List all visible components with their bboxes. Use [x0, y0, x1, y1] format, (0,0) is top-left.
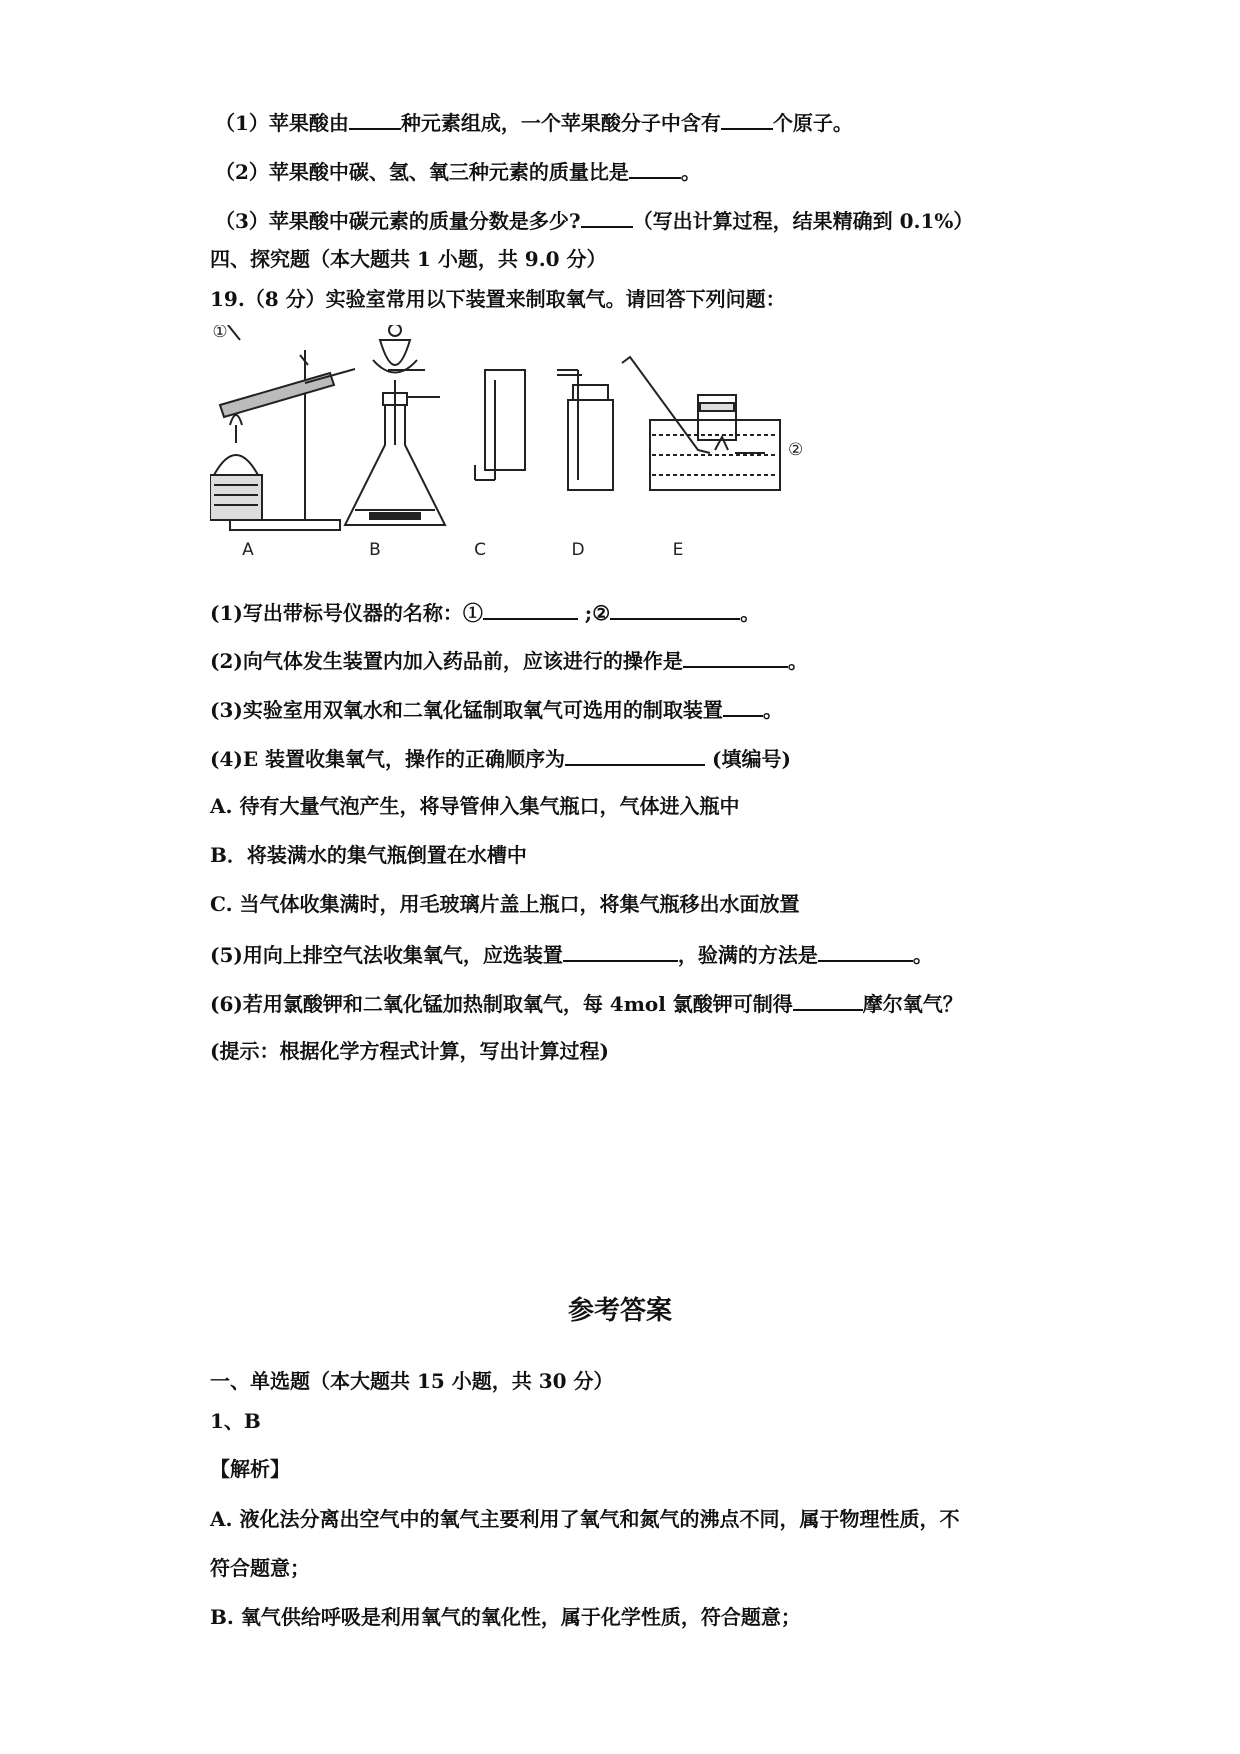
apparatus-d [557, 370, 613, 490]
q18-part3: （3）苹果酸中碳元素的质量分数是多少? （写出计算过程，结果精确到 0.1%） [215, 206, 973, 234]
apparatus-a [210, 350, 355, 530]
option-c: C. 当气体收集满时，用毛玻璃片盖上瓶口，将集气瓶移出水面放置 [210, 892, 800, 916]
q19-sub4: (4)E 装置收集氧气，操作的正确顺序为 (填编号) [210, 744, 791, 772]
answer-blank[interactable] [483, 598, 578, 620]
question-stem: 19.（8 分）实验室常用以下装置来制取氧气。请回答下列问题： [210, 287, 786, 311]
answers-title: 参考答案 [567, 1296, 672, 1326]
label-d: D [571, 540, 585, 560]
analysis-label: 【解析】 [210, 1457, 290, 1481]
q19-sub3: (3)实验室用双氧水和二氧化锰制取氧气可选用的制取装置 。 [210, 695, 783, 723]
label-c: C [474, 540, 486, 560]
marker-1: ① [212, 325, 228, 342]
marker-2: ② [788, 440, 804, 460]
answer-blank[interactable] [721, 108, 773, 130]
apparatus-c [475, 370, 525, 480]
answer-blank[interactable] [610, 598, 740, 620]
answer-blank[interactable] [563, 940, 678, 962]
answer-1: 1、B [210, 1409, 261, 1433]
q19-sub2: (2)向气体发生装置内加入药品前，应该进行的操作是 。 [210, 646, 808, 674]
q19-hint: (提示：根据化学方程式计算，写出计算过程) [210, 1039, 609, 1063]
answer-blank[interactable] [723, 695, 763, 717]
q18-part2: （2）苹果酸中碳、氢、氧三种元素的质量比是 。 [215, 157, 701, 185]
answer-blank[interactable] [565, 744, 705, 766]
q19-sub1: (1)写出带标号仪器的名称：① ;② 。 [210, 598, 760, 626]
label-e: E [672, 540, 684, 560]
section-heading: 四、探究题（本大题共 1 小题，共 9.0 分） [210, 247, 607, 271]
option-a: A. 待有大量气泡产生，将导管伸入集气瓶口，气体进入瓶中 [210, 794, 740, 818]
apparatus-figure [210, 325, 890, 565]
apparatus-e [622, 357, 780, 490]
answers-section: 一、单选题（本大题共 15 小题，共 30 分） [210, 1369, 614, 1393]
answer-blank[interactable] [581, 206, 633, 228]
answer-blank[interactable] [793, 989, 863, 1011]
answer-blank[interactable] [818, 940, 913, 962]
option-b: B．将装满水的集气瓶倒置在水槽中 [210, 843, 527, 867]
analysis-line-a1: A. 液化法分离出空气中的氧气主要利用了氧气和氮气的沸点不同，属于物理性质，不 [210, 1507, 960, 1531]
analysis-line-a2: 符合题意； [210, 1556, 310, 1580]
answer-blank[interactable] [683, 646, 788, 668]
q19-sub6: (6)若用氯酸钾和二氧化锰加热制取氧气，每 4mol 氯酸钾可制得 摩尔氧气？ [210, 989, 963, 1017]
label-b: B [369, 540, 381, 560]
q19-sub5: (5)用向上排空气法收集氧气，应选装置 ，验满的方法是 。 [210, 940, 933, 968]
label-a: A [242, 540, 254, 560]
answer-blank[interactable] [349, 108, 401, 130]
q18-part1: （1）苹果酸由 种元素组成，一个苹果酸分子中含有 个原子。 [215, 108, 853, 136]
analysis-line-b: B. 氧气供给呼吸是利用氧气的氧化性，属于化学性质，符合题意； [210, 1605, 801, 1629]
answer-blank[interactable] [629, 157, 681, 179]
apparatus-b [345, 325, 445, 525]
